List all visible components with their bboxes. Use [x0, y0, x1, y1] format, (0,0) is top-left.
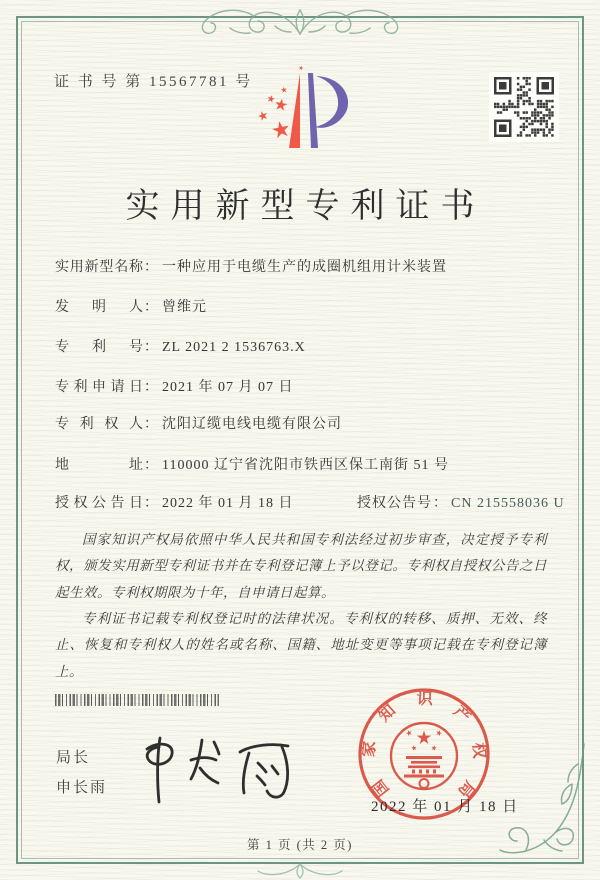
certificate-title: 实用新型专利证书	[125, 188, 486, 225]
field-label: 授权公告号	[357, 496, 432, 511]
director-handwritten-signature	[128, 722, 323, 810]
field-row-filing-date	[55, 376, 294, 396]
field-row-inventor	[55, 296, 207, 316]
field-value: 一种应用于电缆生产的成圈机组用计米装置	[162, 260, 447, 275]
field-value: 曾维元	[162, 300, 207, 315]
field-value: ZL 2021 2 1536763.X	[162, 340, 306, 355]
seal-ring-text: 国家知识产权局	[360, 690, 488, 801]
field-row-address	[55, 454, 449, 474]
signer-name: 申长雨	[56, 779, 108, 796]
qr-finder-bl	[494, 120, 512, 138]
seal-date: 2022 年 01 月 18 日	[371, 799, 519, 815]
bottom-center-flourish-ornament	[255, 862, 345, 879]
top-flourish-ornament	[175, 2, 425, 44]
field-colon: ：	[144, 496, 158, 511]
field-colon: ：	[144, 380, 158, 395]
svg-text:国家知识产权局	[359, 690, 490, 801]
field-row-patent-no	[55, 336, 306, 356]
field-value: 沈阳辽缆电线电缆有限公司	[162, 417, 342, 432]
legal-text-block	[55, 527, 547, 685]
field-label: 发明人	[55, 300, 143, 315]
field-row-grant	[55, 492, 565, 512]
field-value: CN 215558036 U	[451, 496, 565, 511]
field-colon: ：	[144, 340, 158, 355]
field-value: 2022 年 01 月 18 日	[162, 496, 294, 511]
page-footer: 第 1 页 (共 2 页)	[247, 838, 353, 852]
field-colon: ：	[144, 300, 158, 315]
cnipa-patent-logo-icon	[238, 64, 360, 168]
qr-finder-tr	[537, 77, 555, 95]
field-colon: ：	[144, 417, 158, 432]
field-row-patentee	[55, 413, 342, 433]
field-label: 专利权人	[55, 417, 143, 432]
field-value: 110000 辽宁省沈阳市铁西区保工南街 51 号	[162, 458, 449, 473]
national-emblem-icon	[391, 723, 457, 789]
field-label: 专利申请日	[55, 380, 143, 395]
field-label: 专利号	[55, 340, 143, 355]
signer-title: 局长	[56, 749, 91, 766]
field-label: 实用新型名称	[55, 260, 143, 275]
field-label: 授权公告日	[55, 496, 143, 511]
certificate-number: 证 书 号 第 15567781 号	[54, 74, 253, 90]
qr-code	[489, 72, 559, 142]
qr-finder-tl	[494, 77, 512, 95]
field-colon: ：	[144, 260, 158, 275]
field-colon: ：	[433, 496, 447, 511]
field-colon: ：	[144, 458, 158, 473]
barcode	[55, 694, 219, 706]
field-label: 地址	[55, 458, 143, 473]
legal-paragraph-2: 专利证书记载专利权登记时的法律状况。专利权的转移、质押、无效、终止、恢复和专利权人的姓名或名称、国籍、地址变更等事项记载在专利登记簿上。	[55, 610, 547, 679]
field-value: 2021 年 07 月 07 日	[162, 380, 294, 395]
grant-number-pair	[357, 492, 565, 512]
field-row-name	[55, 256, 447, 276]
legal-paragraph-1: 国家知识产权局依照中华人民共和国专利法经过初步审查，决定授予专利权，颁发实用新型专利证书并在专利登记簿上予以登记。专利权自授权公告之日起生效。专利权期限为十年，自申请日起算。	[55, 532, 547, 600]
